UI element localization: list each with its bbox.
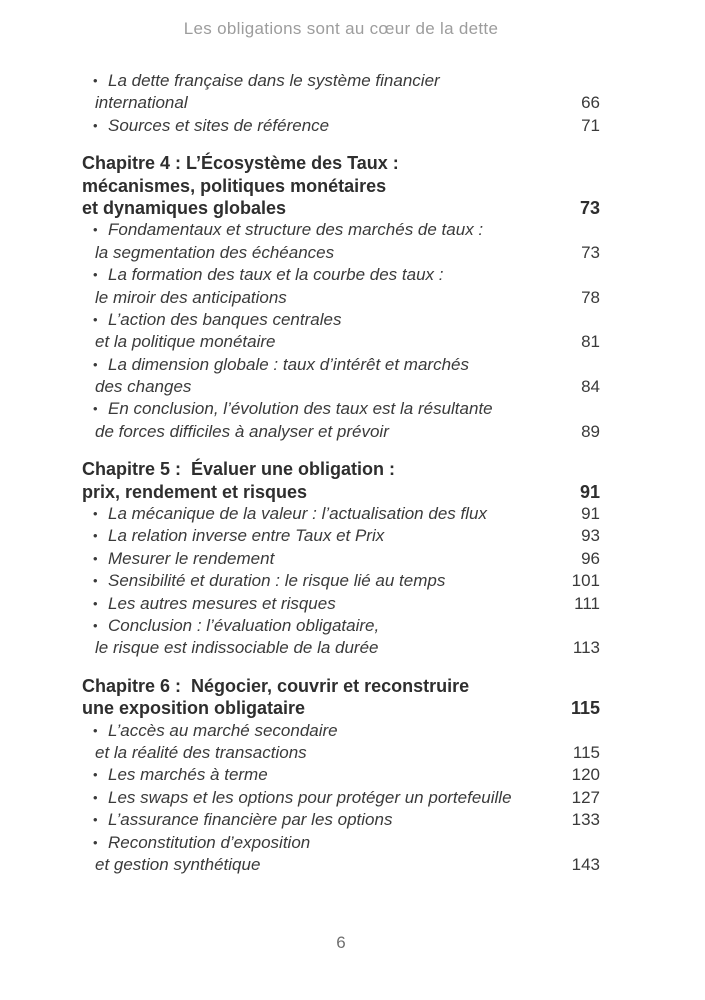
toc-entry-text: Fondamentaux et structure des marchés de taux : [108,220,484,240]
toc-page-number: 96 [581,548,600,568]
toc-entry-text: L’accès au marché secondaire [108,720,338,740]
toc-entry-continuation [82,331,600,353]
toc-entry [82,309,600,331]
toc-entry-text: Sources et sites de référence [108,115,330,135]
toc-page-number: 91 [581,504,600,524]
toc-entry-text: La dette française dans le système financier [108,71,440,90]
running-header: Les obligations sont au cœur de la dette [183,19,499,38]
toc-entry-continuation [82,421,600,443]
toc-entry [82,764,600,786]
toc-page-number: 93 [581,526,600,546]
toc-entry [82,219,600,241]
toc-page-number: 143 [571,854,600,874]
toc-entry-text: L’action des banques centrales [108,309,342,329]
chapter-heading-line [82,152,600,174]
toc-page-number: 127 [571,787,600,807]
toc-entry [82,593,600,615]
toc-entry-text: La relation inverse entre Taux et Prix [108,526,385,546]
toc-page-number: 84 [581,377,600,397]
toc-entry-text: Les autres mesures et risques [108,593,336,613]
toc-entry-text: La dimension globale : taux d’intérêt et marchés [108,354,469,374]
bullet-icon: • [93,550,98,566]
toc-page-number: 111 [574,593,600,613]
toc-entry-text: de forces difficiles à analyser et prévoir [95,421,389,441]
toc-entry-text: Les marchés à terme [108,765,268,785]
toc-entry [82,832,600,854]
chapter-heading-line [82,675,600,697]
bullet-icon: • [93,617,98,633]
toc-entry [82,548,600,570]
toc-entry-text: et la réalité des transactions [95,742,307,762]
toc-entry-text: le risque est indissociable de la durée [95,638,379,658]
toc-entry-text: Les swaps et les options pour protéger un portefeuille [108,787,512,807]
chapter-title-text: Chapitre 5 : Évaluer une obligation : [82,459,396,480]
bullet-icon: • [93,117,98,133]
toc-page-number: 73 [579,197,600,218]
toc-entry [82,503,600,525]
toc-entry [82,525,600,547]
toc-page-number: 73 [581,242,600,262]
chapter-heading-line [82,197,600,219]
toc-page-number: 115 [570,698,600,719]
bullet-icon: • [93,222,98,238]
bullet-icon: • [93,528,98,544]
chapter-heading-line [82,481,600,503]
toc-entry [82,570,600,592]
bullet-icon: • [93,73,98,88]
toc-entry [82,70,600,92]
toc-entry-text: Reconstitution d’exposition [108,832,311,852]
toc-entry-text: La mécanique de la valeur : l’actualisation des flux [108,504,487,524]
chapter-title-text: une exposition obligataire [82,698,306,719]
toc-entry-text: L’assurance financière par les options [108,810,393,830]
chapter-title-text: mécanismes, politiques monétaires [82,175,387,196]
chapter-heading-line [82,697,600,719]
bullet-icon: • [93,401,98,417]
toc-entry [82,809,600,831]
bullet-icon: • [93,311,98,327]
toc-entry-text: des changes [95,377,192,397]
toc-page-number: 115 [572,742,600,762]
toc-page-number: 81 [581,332,600,352]
bullet-icon: • [93,812,98,828]
chapter-title-text: et dynamiques globales [82,197,287,218]
toc-entry-text: Sensibilité et duration : le risque lié au temps [108,571,446,591]
toc-entry-continuation [82,287,600,309]
toc-page-number: 71 [581,115,600,135]
toc-entry [82,398,600,420]
toc-entry-text: le miroir des anticipations [95,287,287,307]
toc-page-number: 133 [571,810,600,830]
toc-entry-continuation [82,92,600,114]
chapter-title-text: prix, rendement et risques [82,481,308,502]
toc-page-number: 89 [581,421,600,441]
bullet-icon: • [93,573,98,589]
toc-entry-text: la segmentation des échéances [95,242,335,262]
toc-entry [82,720,600,742]
bullet-icon: • [93,267,98,283]
bullet-icon: • [93,506,98,522]
toc-entry-text: Mesurer le rendement [108,548,275,568]
table-of-contents [82,70,600,876]
bullet-icon: • [93,834,98,850]
toc-entry-continuation [82,742,600,764]
toc-entry [82,615,600,637]
bullet-icon: • [93,789,98,805]
toc-entry-continuation [82,242,600,264]
page-number: 6 [336,933,346,953]
toc-entry-text: et la politique monétaire [95,332,276,352]
toc-page-number: 91 [579,481,600,502]
bullet-icon: • [93,595,98,611]
toc-entry-text: La formation des taux et la courbe des taux : [108,265,444,285]
toc-page-number: 113 [572,638,600,658]
bullet-icon: • [93,722,98,738]
toc-page-number: 120 [571,765,600,785]
bullet-icon: • [93,356,98,372]
toc-page-number: 101 [571,571,600,591]
chapter-title-text: Chapitre 4 : L’Écosystème des Taux : [82,153,399,174]
chapter-heading-line [82,458,600,480]
toc-page-number: 78 [581,287,600,307]
toc-entry [82,354,600,376]
toc-entry [82,264,600,286]
chapter-title-text: Chapitre 6 : Négocier, couvrir et reconstruire [82,675,470,696]
toc-entry-continuation [82,637,600,659]
toc-entry-text: international [95,93,188,113]
toc-entry [82,787,600,809]
toc-entry-continuation [82,854,600,876]
toc-entry-text: En conclusion, l’évolution des taux est la résultante [108,399,493,419]
bullet-icon: • [93,767,98,783]
toc-entry [82,115,600,137]
chapter-heading-line [82,175,600,197]
toc-entry-text: et gestion synthétique [95,854,261,874]
toc-entry-text: Conclusion : l’évaluation obligataire, [108,615,380,635]
toc-entry-continuation [82,376,600,398]
toc-page-number: 66 [581,93,600,113]
